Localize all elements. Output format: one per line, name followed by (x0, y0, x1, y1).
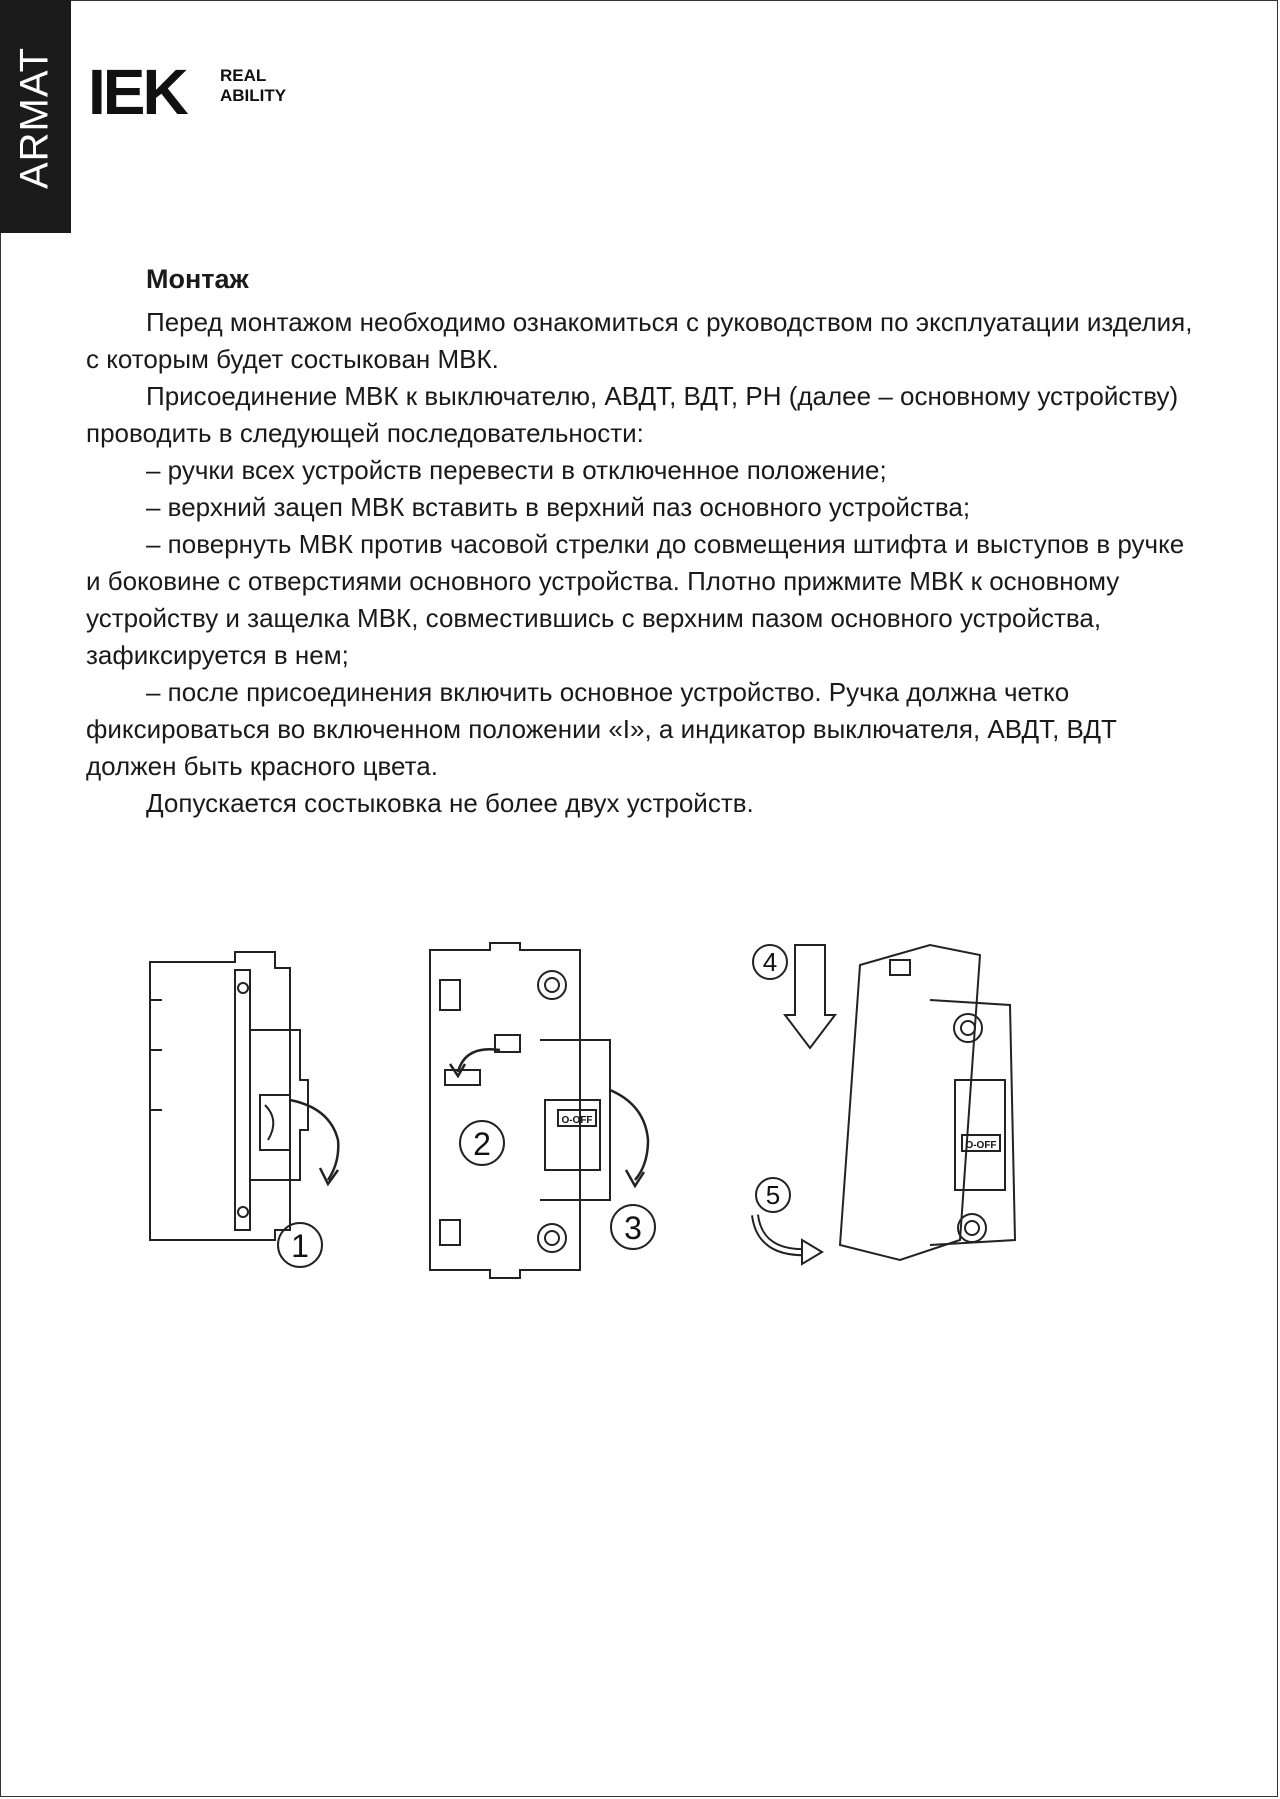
paragraph-limit: Допускается состыковка не более двух устройств. (146, 788, 754, 818)
figure-step-label-5: 5 (765, 1180, 781, 1210)
logo-tagline (220, 66, 286, 106)
logo-tagline-line1: REAL (220, 66, 267, 85)
paragraph-intro: Перед монтажом необходимо ознакомиться с руководством по эксплуатации изделия, с которым будет состыкован МВК. (86, 307, 1193, 374)
paragraph-sequence: Присоединение МВК к выключателю, АВДТ, ВДТ, РН (далее – основному устройству) проводить в следующей последовательности: (86, 381, 1179, 448)
logo-mark: IEK (88, 56, 186, 128)
figure-step-label-4: 4 (762, 947, 778, 977)
switch-label-fig2: O-OFF (561, 1115, 593, 1126)
step-item-hook: – верхний зацеп МВК вставить в верхний паз основного устройства; (146, 492, 971, 522)
figure-step-label-3: 3 (624, 1210, 642, 1246)
figure-step-label-2: 2 (473, 1126, 491, 1162)
step-item-switch-on: – после присоединения включить основное устройство. Ручка должна четко фиксироваться во включенном положении «I», а индикатор выключателя, АВДТ, ВДТ должен быть красного цвета. (86, 677, 1117, 781)
figure-step-2-3 (430, 943, 655, 1278)
side-tab-label: ARMAT (12, 46, 57, 190)
logo-tagline-line2: ABILITY (220, 86, 287, 105)
section-heading: Монтаж (146, 264, 249, 294)
step-item-rotate: – повернуть МВК против часовой стрелки до совмещения штифта и выступов в ручке и боковине с отверстиями основного устройства. Плотно прижмите МВК к основному устройству и защелка МВК, совместившись с верхним пазом основного устройства, зафиксируется в нем; (86, 529, 1185, 670)
switch-label-fig4: O-OFF (965, 1140, 997, 1151)
step-item-handles: – ручки всех устройств перевести в отключенное положение; (146, 455, 887, 485)
section-body (86, 260, 1196, 822)
installation-figures (140, 940, 1080, 1280)
figure-step-4-5 (753, 945, 1015, 1264)
side-tab (0, 0, 71, 233)
figure-step-label-1: 1 (291, 1228, 309, 1264)
figure-step-1 (150, 952, 338, 1267)
